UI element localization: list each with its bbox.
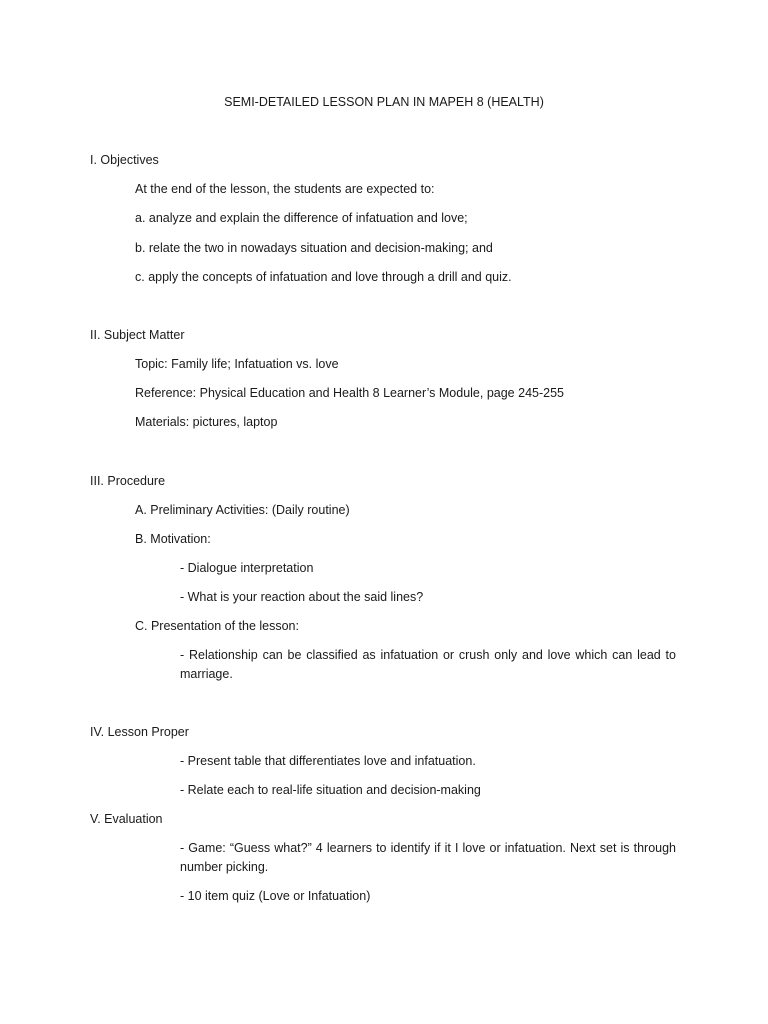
objective-item: a. analyze and explain the difference of infatuation and love; — [135, 211, 468, 225]
page-title: SEMI-DETAILED LESSON PLAN IN MAPEH 8 (HEALTH) — [224, 95, 544, 109]
lesson-proper-item: - Present table that differentiates love and infatuation. — [180, 754, 476, 768]
presentation-label: C. Presentation of the lesson: — [135, 619, 299, 633]
reference-line: Reference: Physical Education and Health 8 Learner’s Module, page 245-255 — [135, 386, 564, 400]
preliminary-activities: A. Preliminary Activities: (Daily routine) — [135, 503, 350, 517]
lesson-proper-heading: IV. Lesson Proper — [90, 725, 189, 739]
objective-item: c. apply the concepts of infatuation and love through a drill and quiz. — [135, 270, 512, 284]
topic-line: Topic: Family life; Infatuation vs. love — [135, 357, 339, 371]
motivation-item: - Dialogue interpretation — [180, 561, 314, 575]
presentation-text: - Relationship can be classified as infatuation or crush only and love which can lead to marriage. — [180, 648, 676, 681]
motivation-item: - What is your reaction about the said lines? — [180, 590, 424, 604]
evaluation-heading: V. Evaluation — [90, 812, 163, 826]
objectives-heading: I. Objectives — [90, 153, 159, 167]
evaluation-game: - Game: “Guess what?” 4 learners to identify if it I love or infatuation. Next set is through number picking. — [180, 841, 676, 874]
materials-line: Materials: pictures, laptop — [135, 415, 278, 429]
objectives-intro: At the end of the lesson, the students are expected to: — [135, 182, 435, 196]
lesson-proper-item: - Relate each to real-life situation and decision-making — [180, 783, 481, 797]
motivation-label: B. Motivation: — [135, 532, 211, 546]
procedure-heading: III. Procedure — [90, 474, 166, 488]
objective-item: b. relate the two in nowadays situation and decision-making; and — [135, 241, 493, 255]
evaluation-quiz: - 10 item quiz (Love or Infatuation) — [180, 889, 371, 903]
subject-matter-heading: II. Subject Matter — [90, 328, 185, 342]
